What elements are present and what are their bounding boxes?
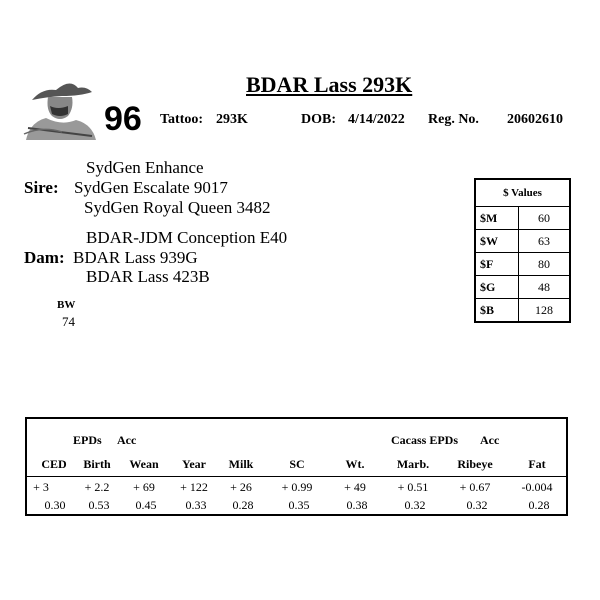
epd-value: + 122 (180, 480, 208, 494)
dollar-value: 63 (519, 230, 571, 253)
tattoo-value: 293K (216, 112, 248, 127)
bw-label: BW (57, 299, 76, 311)
reg-value: 20602610 (507, 112, 563, 127)
col-header: CED (41, 457, 67, 471)
carcass-acc-label: Acc (480, 433, 500, 447)
epd-accuracy: 0.32 (466, 498, 488, 512)
epd-value: + 26 (230, 480, 252, 494)
epd-value: + 0.67 (459, 480, 491, 494)
col-header: Milk (228, 457, 254, 471)
dollar-key: $F (475, 253, 519, 276)
sire-dam: SydGen Royal Queen 3482 (84, 198, 271, 217)
cowboy-logo-image (22, 70, 100, 140)
epds-acc-label: Acc (117, 433, 137, 447)
col-header: SC (289, 457, 305, 471)
sire-name: SydGen Escalate 9017 (74, 178, 228, 197)
epd-value: + 0.51 (397, 480, 429, 494)
epd-accuracy: 0.35 (288, 498, 310, 512)
dob-value: 4/14/2022 (348, 112, 405, 127)
carcass-epds-group-label: Cacass EPDs (391, 433, 459, 447)
lot-number: 96 (104, 100, 142, 138)
table-row (475, 207, 570, 230)
table-row (475, 253, 570, 276)
dollar-value: 60 (519, 207, 571, 230)
col-header: Birth (83, 457, 111, 471)
dob-label: DOB: (301, 112, 336, 127)
epd-value: + 0.99 (281, 480, 313, 494)
epd-value: + 2.2 (84, 480, 110, 494)
dollar-values-title: $ Values (475, 179, 570, 207)
tattoo-label: Tattoo: (160, 112, 204, 127)
dollar-value: 48 (519, 276, 571, 299)
sire-sire: SydGen Enhance (86, 158, 204, 177)
epd-accuracy: 0.38 (346, 498, 368, 512)
epd-accuracy: 0.28 (528, 498, 550, 512)
epd-accuracy: 0.30 (44, 498, 66, 512)
dam-dam: BDAR Lass 423B (86, 267, 210, 286)
dollar-key: $M (475, 207, 519, 230)
epd-accuracy: 0.53 (88, 498, 110, 512)
col-header: Wt. (345, 457, 365, 471)
epd-accuracy: 0.33 (185, 498, 207, 512)
table-row (475, 299, 570, 323)
dollar-value: 128 (519, 299, 571, 323)
col-header: Year (182, 457, 206, 471)
col-header: Fat (528, 457, 546, 471)
header-divider (27, 476, 566, 477)
epds-group-label: EPDs (73, 433, 102, 447)
dam-name: BDAR Lass 939G (73, 248, 198, 267)
epd-accuracy: 0.45 (135, 498, 157, 512)
dam-label: Dam: (24, 248, 65, 267)
table-row (475, 276, 570, 299)
epd-accuracy: 0.28 (232, 498, 254, 512)
dollar-key: $W (475, 230, 519, 253)
dollar-key: $B (475, 299, 519, 323)
sire-label: Sire: (24, 178, 59, 197)
bw-value: 74 (62, 314, 75, 329)
dam-sire: BDAR-JDM Conception E40 (86, 228, 288, 247)
dollar-values-table (474, 178, 571, 323)
dollar-value: 80 (519, 253, 571, 276)
col-header: Wean (129, 457, 159, 471)
dollar-key: $G (475, 276, 519, 299)
col-header: Marb. (396, 457, 430, 471)
animal-name-title: BDAR Lass 293K (246, 72, 413, 97)
epd-table (25, 417, 568, 516)
epd-value: + 3 (33, 480, 49, 494)
epd-accuracy: 0.32 (404, 498, 426, 512)
reg-label: Reg. No. (428, 112, 479, 127)
table-row (475, 230, 570, 253)
epd-value: + 69 (133, 480, 155, 494)
epd-value: + 49 (344, 480, 366, 494)
epd-value: -0.004 (521, 480, 553, 494)
col-header: Ribeye (457, 457, 493, 471)
